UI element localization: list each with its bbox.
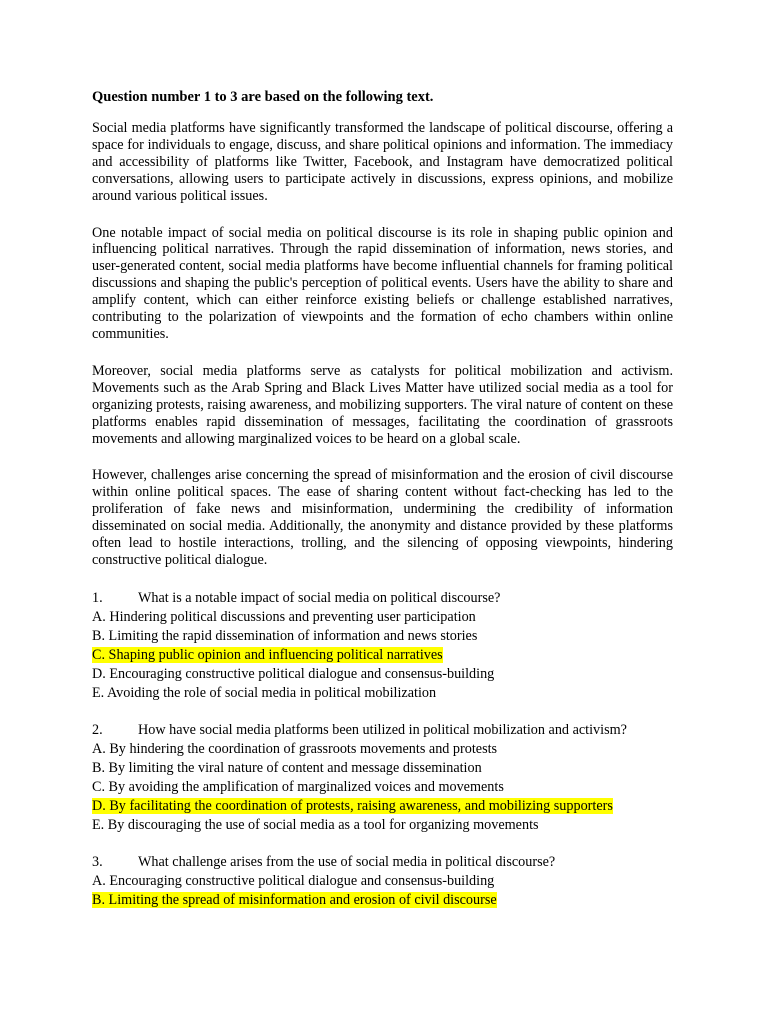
question-1 [92,589,673,703]
option-text: B. Limiting the rapid dissemination of information and news stories [92,627,478,644]
answer-option-highlighted [92,797,673,816]
passage-paragraph-1: Social media platforms have significantly transformed the landscape of political discourse, offering a space for individuals to engage, discuss, and share political opinions and information. The immediacy and accessibility of platforms like Twitter, Facebook, and Instagram have democratized political conversations, allowing users to participate actively in discussions, express opinions, and mobilize around various political issues. [92,120,673,204]
document-page [92,88,673,928]
question-number: 2. [92,721,103,738]
question-3 [92,853,673,910]
option-text: D. By facilitating the coordination of protests, raising awareness, and mobilizing supporters [92,797,613,814]
option-text: B. By limiting the viral nature of content and message dissemination [92,759,482,776]
option-text: A. Encouraging constructive political dialogue and consensus-building [92,872,495,889]
answer-option [92,608,673,627]
passage-paragraph-2: One notable impact of social media on political discourse is its role in shaping public opinion and influencing political narratives. Through the rapid dissemination of information, news stories, and user-generated content, social media platforms have become influential channels for framing political discussions and shaping the public's perception of political events. Users have the ability to share and amplify content, which can either reinforce existing beliefs or challenge established narratives, contributing to the polarization of viewpoints and the formation of echo chambers within online communities. [92,224,673,342]
question-text: How have social media platforms been utilized in political mobilization and activism? [138,721,627,738]
option-text: E. Avoiding the role of social media in political mobilization [92,684,437,701]
answer-option-highlighted [92,891,673,910]
question-stem [92,721,673,740]
question-text: What challenge arises from the use of social media in political discourse? [138,853,556,870]
answer-option-highlighted [92,646,673,665]
option-text: C. By avoiding the amplification of marginalized voices and movements [92,778,504,795]
answer-option [92,816,673,835]
answer-option [92,740,673,759]
option-text: D. Encouraging constructive political dialogue and consensus-building [92,665,495,682]
question-stem [92,589,673,608]
question-2 [92,721,673,835]
question-stem [92,853,673,872]
answer-option [92,759,673,778]
option-text: B. Limiting the spread of misinformation and erosion of civil discourse [92,891,497,908]
option-text: C. Shaping public opinion and influencing political narratives [92,646,443,663]
option-text: A. Hindering political discussions and preventing user participation [92,608,476,625]
question-text: What is a notable impact of social media on political discourse? [138,589,501,606]
passage-paragraph-4: However, challenges arise concerning the spread of misinformation and the erosion of civil discourse within online political spaces. The ease of sharing content without fact-checking has led to the proliferation of fake news and misinformation, undermining the credibility of information disseminated on social media. Additionally, the anonymity and distance provided by these platforms often lead to hostile interactions, trolling, and the silencing of opposing viewpoints, hindering constructive political dialogue. [92,467,673,568]
question-number: 1. [92,589,103,606]
instructions-heading: Question number 1 to 3 are based on the following text. [92,89,434,105]
answer-option [92,684,673,703]
option-text: E. By discouraging the use of social media as a tool for organizing movements [92,816,539,833]
question-number: 3. [92,853,103,870]
answer-option [92,872,673,891]
passage-paragraph-3: Moreover, social media platforms serve as catalysts for political mobilization and activism. Movements such as the Arab Spring and Black Lives Matter have utilized social media as a tool for organizing protests, raising awareness, and mobilizing supporters. The viral nature of content on these platforms enables rapid dissemination of messages, facilitating the coordination of grassroots movements and allowing marginalized voices to be heard on a global scale. [92,362,673,447]
answer-option [92,665,673,684]
answer-option [92,627,673,646]
answer-option [92,778,673,797]
option-text: A. By hindering the coordination of grassroots movements and protests [92,740,498,757]
